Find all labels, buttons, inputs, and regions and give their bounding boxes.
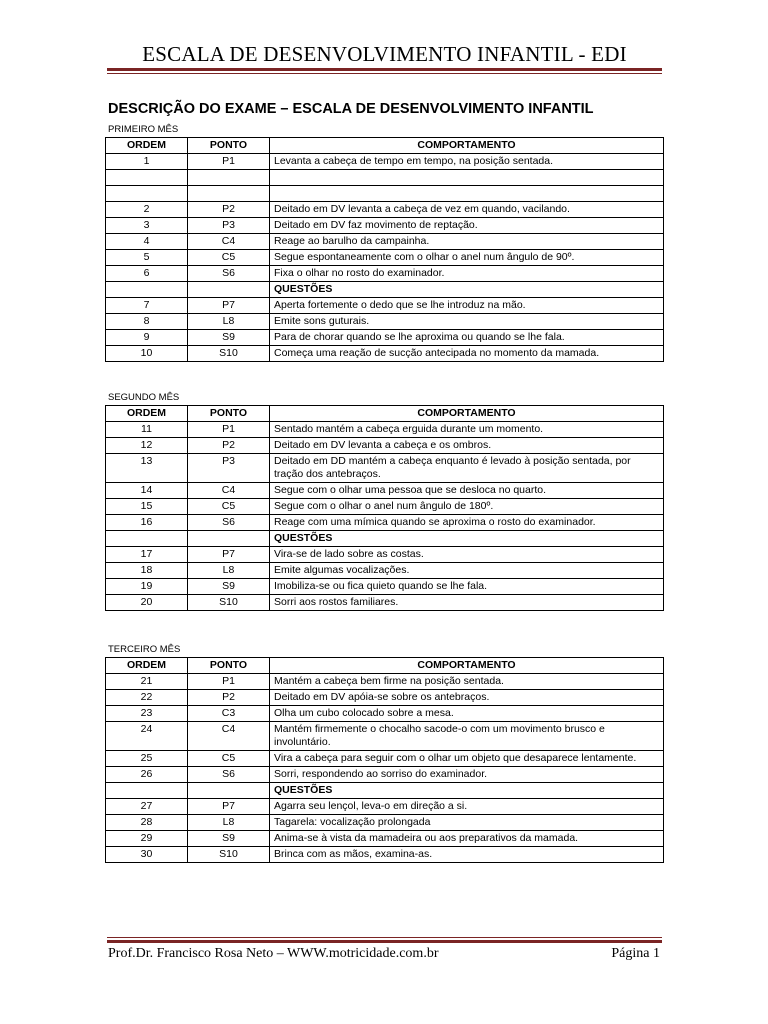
cell-ordem: 29 bbox=[106, 831, 188, 847]
cell-comportamento: Deitado em DV levanta a cabeça de vez em quando, vacilando. bbox=[270, 202, 664, 218]
cell-ordem: 10 bbox=[106, 346, 188, 362]
cell-ordem: 17 bbox=[106, 547, 188, 563]
table-row bbox=[106, 266, 664, 282]
cell-ponto bbox=[188, 186, 270, 202]
table-row bbox=[106, 531, 664, 547]
header-rule bbox=[107, 68, 662, 71]
table-row bbox=[106, 298, 664, 314]
cell-ordem: 9 bbox=[106, 330, 188, 346]
document-title: DESCRIÇÃO DO EXAME – ESCALA DE DESENVOLVIMENTO INFANTIL bbox=[108, 101, 594, 117]
table-row bbox=[106, 751, 664, 767]
cell-ponto: S10 bbox=[188, 847, 270, 863]
cell-comportamento: Sorri, respondendo ao sorriso do examinador. bbox=[270, 767, 664, 783]
cell-ordem: 28 bbox=[106, 815, 188, 831]
table-row bbox=[106, 783, 664, 799]
cell-comportamento: Agarra seu lençol, leva-o em direção a si. bbox=[270, 799, 664, 815]
cell-comportamento: Começa uma reação de sucção antecipada no momento da mamada. bbox=[270, 346, 664, 362]
cell-comportamento bbox=[270, 186, 664, 202]
cell-ordem: 8 bbox=[106, 314, 188, 330]
cell-comportamento: Vira-se de lado sobre as costas. bbox=[270, 547, 664, 563]
page-header-title: ESCALA DE DESENVOLVIMENTO INFANTIL - EDI bbox=[142, 42, 627, 66]
cell-ordem bbox=[106, 186, 188, 202]
cell-ordem: 13 bbox=[106, 454, 188, 483]
footer-page-number: Página 1 bbox=[611, 946, 660, 961]
cell-comportamento: Deitado em DD mantém a cabeça enquanto é levado à posição sentada, por tração dos antebraços. bbox=[270, 454, 664, 483]
table-row bbox=[106, 674, 664, 690]
cell-comportamento: Fixa o olhar no rosto do examinador. bbox=[270, 266, 664, 282]
cell-ordem: 3 bbox=[106, 218, 188, 234]
table-row bbox=[106, 799, 664, 815]
table-row bbox=[106, 831, 664, 847]
cell-comportamento: Para de chorar quando se lhe aproxima ou quando se lhe fala. bbox=[270, 330, 664, 346]
cell-ordem: 15 bbox=[106, 499, 188, 515]
cell-comportamento: Emite sons guturais. bbox=[270, 314, 664, 330]
col-header-comportamento: COMPORTAMENTO bbox=[270, 406, 664, 422]
table-row bbox=[106, 282, 664, 298]
col-header-ordem: ORDEM bbox=[106, 406, 188, 422]
cell-ponto: C3 bbox=[188, 706, 270, 722]
cell-ponto: P1 bbox=[188, 422, 270, 438]
cell-comportamento: Tagarela: vocalização prolongada bbox=[270, 815, 664, 831]
cell-ponto: P1 bbox=[188, 154, 270, 170]
cell-ponto: P7 bbox=[188, 547, 270, 563]
table-month-1 bbox=[105, 137, 664, 362]
cell-comportamento: Imobiliza-se ou fica quieto quando se lhe fala. bbox=[270, 579, 664, 595]
cell-ordem: 27 bbox=[106, 799, 188, 815]
cell-ordem: 20 bbox=[106, 595, 188, 611]
col-header-ordem: ORDEM bbox=[106, 138, 188, 154]
cell-ordem bbox=[106, 282, 188, 298]
cell-comportamento: Anima-se à vista da mamadeira ou aos preparativos da mamada. bbox=[270, 831, 664, 847]
cell-ordem: 7 bbox=[106, 298, 188, 314]
cell-ordem: 16 bbox=[106, 515, 188, 531]
cell-ponto: L8 bbox=[188, 563, 270, 579]
cell-ordem: 23 bbox=[106, 706, 188, 722]
cell-comportamento bbox=[270, 170, 664, 186]
cell-ponto: C5 bbox=[188, 499, 270, 515]
cell-comportamento: Emite algumas vocalizações. bbox=[270, 563, 664, 579]
table-row bbox=[106, 170, 664, 186]
cell-comportamento: Deitado em DV faz movimento de reptação. bbox=[270, 218, 664, 234]
table-month-2 bbox=[105, 405, 664, 611]
cell-ponto: C5 bbox=[188, 751, 270, 767]
cell-ordem: 22 bbox=[106, 690, 188, 706]
table-row bbox=[106, 154, 664, 170]
cell-ordem: 14 bbox=[106, 483, 188, 499]
cell-ponto: S9 bbox=[188, 330, 270, 346]
col-header-ponto: PONTO bbox=[188, 658, 270, 674]
table-row bbox=[106, 202, 664, 218]
cell-ponto: S10 bbox=[188, 595, 270, 611]
cell-ponto: C4 bbox=[188, 722, 270, 751]
cell-ponto: P2 bbox=[188, 202, 270, 218]
cell-ponto: P3 bbox=[188, 454, 270, 483]
cell-comportamento: Vira a cabeça para seguir com o olhar um objeto que desaparece lentamente. bbox=[270, 751, 664, 767]
cell-ponto: C4 bbox=[188, 483, 270, 499]
cell-ordem: 26 bbox=[106, 767, 188, 783]
cell-ordem: 19 bbox=[106, 579, 188, 595]
cell-ponto: P1 bbox=[188, 674, 270, 690]
cell-ordem: 18 bbox=[106, 563, 188, 579]
table-row bbox=[106, 579, 664, 595]
cell-comportamento: Olha um cubo colocado sobre a mesa. bbox=[270, 706, 664, 722]
cell-ponto: L8 bbox=[188, 314, 270, 330]
cell-ordem: 1 bbox=[106, 154, 188, 170]
cell-ordem bbox=[106, 783, 188, 799]
table-row bbox=[106, 314, 664, 330]
cell-comportamento: Brinca com as mãos, examina-as. bbox=[270, 847, 664, 863]
header-rule-thin bbox=[107, 73, 662, 74]
cell-comportamento: Segue com o olhar uma pessoa que se desloca no quarto. bbox=[270, 483, 664, 499]
table-row bbox=[106, 515, 664, 531]
cell-ponto: S9 bbox=[188, 831, 270, 847]
table-row bbox=[106, 595, 664, 611]
cell-comportamento: Deitado em DV levanta a cabeça e os ombros. bbox=[270, 438, 664, 454]
cell-questoes-heading: QUESTÕES bbox=[270, 783, 664, 799]
cell-ordem: 4 bbox=[106, 234, 188, 250]
footer-author: Prof.Dr. Francisco Rosa Neto – WWW.motricidade.com.br bbox=[108, 946, 439, 961]
table-row bbox=[106, 250, 664, 266]
cell-ponto: P2 bbox=[188, 438, 270, 454]
table-row bbox=[106, 454, 664, 483]
section-label-month-1: PRIMEIRO MÊS bbox=[108, 124, 179, 135]
table-row bbox=[106, 186, 664, 202]
table-row bbox=[106, 483, 664, 499]
cell-comportamento: Aperta fortemente o dedo que se lhe introduz na mão. bbox=[270, 298, 664, 314]
cell-comportamento: Mantém firmemente o chocalho sacode-o com um movimento brusco e involuntário. bbox=[270, 722, 664, 751]
cell-ordem bbox=[106, 531, 188, 547]
table-row bbox=[106, 346, 664, 362]
section-label-month-2: SEGUNDO MÊS bbox=[108, 392, 180, 403]
cell-comportamento: Segue espontaneamente com o olhar o anel num ângulo de 90º. bbox=[270, 250, 664, 266]
cell-ponto: P3 bbox=[188, 218, 270, 234]
table-row bbox=[106, 706, 664, 722]
cell-ordem: 5 bbox=[106, 250, 188, 266]
table-month-3 bbox=[105, 657, 664, 863]
table-row bbox=[106, 422, 664, 438]
table-row bbox=[106, 563, 664, 579]
cell-ponto: L8 bbox=[188, 815, 270, 831]
cell-comportamento: Segue com o olhar o anel num ângulo de 180º. bbox=[270, 499, 664, 515]
cell-ordem: 6 bbox=[106, 266, 188, 282]
cell-ponto bbox=[188, 783, 270, 799]
col-header-comportamento: COMPORTAMENTO bbox=[270, 138, 664, 154]
table-row bbox=[106, 499, 664, 515]
cell-ponto: P7 bbox=[188, 298, 270, 314]
cell-comportamento: Deitado em DV apóia-se sobre os antebraços. bbox=[270, 690, 664, 706]
cell-ponto: S6 bbox=[188, 767, 270, 783]
cell-ponto bbox=[188, 531, 270, 547]
cell-comportamento: Mantém a cabeça bem firme na posição sentada. bbox=[270, 674, 664, 690]
cell-ordem: 25 bbox=[106, 751, 188, 767]
table-row bbox=[106, 547, 664, 563]
col-header-ponto: PONTO bbox=[188, 138, 270, 154]
cell-questoes-heading: QUESTÕES bbox=[270, 531, 664, 547]
col-header-ponto: PONTO bbox=[188, 406, 270, 422]
cell-ponto: P2 bbox=[188, 690, 270, 706]
cell-comportamento: Sentado mantém a cabeça erguida durante um momento. bbox=[270, 422, 664, 438]
cell-ordem: 30 bbox=[106, 847, 188, 863]
cell-ponto: S6 bbox=[188, 515, 270, 531]
cell-ordem: 21 bbox=[106, 674, 188, 690]
table-row bbox=[106, 234, 664, 250]
cell-ordem: 11 bbox=[106, 422, 188, 438]
cell-comportamento: Levanta a cabeça de tempo em tempo, na posição sentada. bbox=[270, 154, 664, 170]
cell-comportamento: Sorri aos rostos familiares. bbox=[270, 595, 664, 611]
table-row bbox=[106, 815, 664, 831]
col-header-comportamento: COMPORTAMENTO bbox=[270, 658, 664, 674]
table-row bbox=[106, 767, 664, 783]
table-row bbox=[106, 330, 664, 346]
cell-ordem: 12 bbox=[106, 438, 188, 454]
cell-ponto: S6 bbox=[188, 266, 270, 282]
cell-ponto: C4 bbox=[188, 234, 270, 250]
cell-ponto bbox=[188, 282, 270, 298]
cell-questoes-heading: QUESTÕES bbox=[270, 282, 664, 298]
table-row bbox=[106, 847, 664, 863]
table-row bbox=[106, 722, 664, 751]
cell-ponto: P7 bbox=[188, 799, 270, 815]
cell-comportamento: Reage com uma mímica quando se aproxima o rosto do examinador. bbox=[270, 515, 664, 531]
cell-ponto bbox=[188, 170, 270, 186]
footer-rule-thin bbox=[107, 937, 662, 938]
cell-ponto: S9 bbox=[188, 579, 270, 595]
col-header-ordem: ORDEM bbox=[106, 658, 188, 674]
table-row bbox=[106, 218, 664, 234]
footer-rule bbox=[107, 940, 662, 943]
cell-ponto: S10 bbox=[188, 346, 270, 362]
table-row bbox=[106, 438, 664, 454]
cell-ordem: 24 bbox=[106, 722, 188, 751]
cell-ponto: C5 bbox=[188, 250, 270, 266]
cell-ordem bbox=[106, 170, 188, 186]
table-row bbox=[106, 690, 664, 706]
cell-ordem: 2 bbox=[106, 202, 188, 218]
section-label-month-3: TERCEIRO MÊS bbox=[108, 644, 181, 655]
cell-comportamento: Reage ao barulho da campainha. bbox=[270, 234, 664, 250]
